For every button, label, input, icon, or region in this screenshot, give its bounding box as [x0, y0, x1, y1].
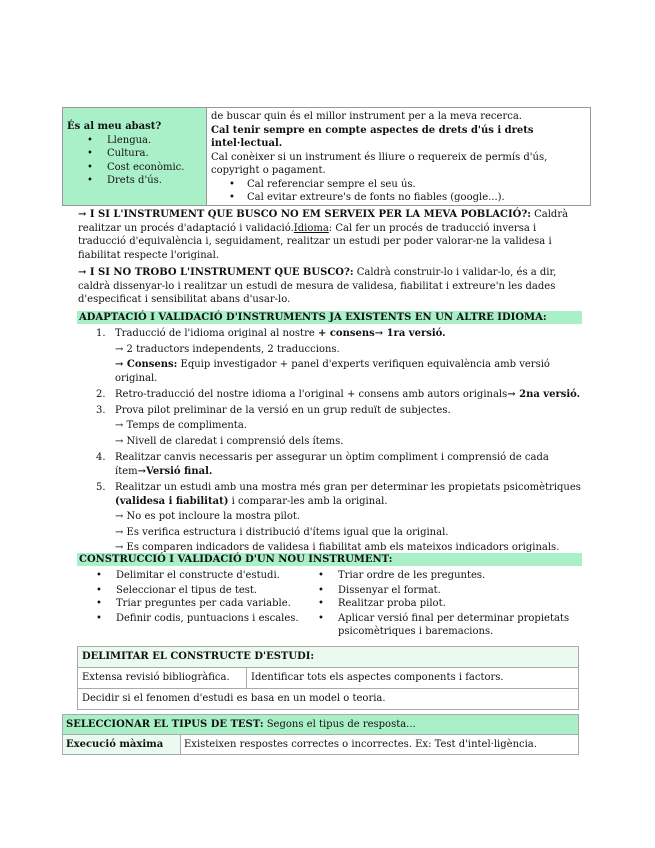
paragraph-heading: → I SI NO TROBO L'INSTRUMENT QUE BUSCO?:	[78, 267, 354, 278]
test-table-header-bold: SELECCIONAR EL TIPUS DE TEST:	[66, 718, 264, 730]
step-text: Realitzar un estudi amb una mostra més gran per determinar les propietats psicomètriques	[115, 482, 581, 493]
list-item: • Realitzar proba pilot.	[318, 597, 580, 611]
list-item	[96, 451, 586, 478]
step-sub-label: → Consens:	[115, 359, 178, 370]
list-item: • Llengua.	[107, 134, 202, 148]
paragraph-text: Caldrà construir-lo i validar-lo, és a dir, caldrà dissenyar-lo i realitzar un estudi de mesura de validesa, fiabilitat i extreure'n les dades d'especificat i sensibilitat abans d'usar-lo.	[78, 267, 557, 305]
list-item: • Seleccionar el tipus de test.	[96, 584, 311, 598]
step-number: 4.	[96, 452, 106, 463]
table-cell: Extensa revisió bibliogràfica.	[78, 668, 247, 689]
step-number: 5.	[96, 482, 106, 493]
text-line: Cal conèixer si un instrument és lliure o requereix de permís d'ús,	[211, 151, 548, 163]
construction-list-right	[318, 569, 580, 639]
test-row-text: Existeixen respostes correctes o incorrectes. Ex: Test d'intel·ligència.	[181, 735, 579, 755]
list-item: • Drets d'ús.	[107, 174, 202, 188]
access-title: És al meu abast?	[67, 121, 162, 132]
list-item: • Definir codis, puntuacions i escales.	[96, 612, 311, 626]
step-result: → 2na versió.	[507, 389, 581, 400]
delimit-table-header: DELIMITAR EL CONSTRUCTE D'ESTUDI:	[78, 647, 579, 668]
list-item: • Cal evitar extreure's de fonts no fiables (google...).	[247, 191, 586, 205]
access-answer-cell	[207, 108, 591, 206]
step-number: 2.	[96, 389, 106, 400]
adaptation-paragraph	[78, 208, 583, 262]
access-question-cell	[63, 108, 207, 206]
paragraph-heading: → I SI L'INSTRUMENT QUE BUSCO NO EM SERVEIX PER LA MEVA POBLACIÓ?:	[78, 209, 531, 220]
step-result: →Versió final.	[137, 465, 213, 477]
list-item: • Delimitar el constructe d'estudi.	[96, 569, 311, 583]
list-item	[96, 327, 586, 385]
step-number: 3.	[96, 404, 106, 416]
step-sub-text: Equip investigador + panel d'experts verifiquen equivalència amb versió original.	[115, 359, 550, 384]
text-line: copyright o pagament.	[211, 165, 326, 176]
step-number: 1.	[96, 328, 106, 339]
step-sub: → 2 traductors independents, 2 traduccions.	[115, 343, 340, 355]
test-table-header	[63, 715, 579, 735]
step-sub: → No es pot incloure la mostra pilot.	[115, 511, 301, 522]
list-item: • Triar ordre de les preguntes.	[318, 569, 580, 583]
access-table	[62, 107, 591, 206]
step-bold-text: (validesa i fiabilitat)	[115, 495, 229, 507]
step-sub: → Temps de complimenta.	[115, 420, 247, 431]
text-line: de buscar quin és el millor instrument per a la meva recerca.	[211, 111, 522, 122]
step-sub: → Es comparen indicadors de validesa i fiabilitat amb els mateixos indicadors originals.	[115, 542, 560, 553]
list-item: • Aplicar versió final per determinar propietats psicomètriques i baremacions.	[318, 612, 580, 639]
step-text: Prova pilot preliminar de la versió en un grup reduït de subjectes.	[115, 404, 451, 416]
list-item: • Dissenyar el format.	[318, 584, 580, 598]
list-item	[96, 404, 586, 449]
table-cell: Decidir si el fenomen d'estudi es basa en un model o teoria.	[78, 689, 579, 710]
test-row-label: Execució màxima	[63, 735, 181, 755]
adaptation-steps	[96, 327, 586, 555]
test-table-header-text: Segons el tipus de resposta...	[263, 718, 416, 730]
paragraph-text: : Cal fer un procés de traducció inversa i traducció d'equivalència i, seguidament, realitzar un estudi per poder valorar-ne la validesa i fiabilitat respecte l'original.	[78, 222, 552, 261]
construction-list-left	[96, 569, 311, 625]
step-result: + consens→ 1ra versió.	[317, 328, 446, 339]
table-cell: Identificar tots els aspectes components i factors.	[247, 668, 579, 689]
list-item	[96, 388, 586, 402]
step-text: Retro-traducció del nostre idioma a l'original + consens amb autors originals	[115, 389, 508, 400]
section-heading-adaptation: ADAPTACIÓ I VALIDACIÓ D'INSTRUMENTS JA EXISTENTS EN UN ALTRE IDIOMA:	[77, 311, 582, 324]
paragraph-text: Caldrà realitzar un procés d'adaptació i validació.	[78, 209, 569, 234]
step-text: i comparar-les amb la original.	[228, 495, 388, 507]
list-item: • Cost econòmic.	[107, 161, 202, 175]
section-heading-construction: CONSTRUCCIÓ I VALIDACIÓ D'UN NOU INSTRUMENT:	[77, 553, 582, 566]
list-item	[96, 481, 586, 555]
rights-list	[211, 178, 586, 205]
step-text: Traducció de l'idioma original al nostre	[115, 328, 318, 339]
underlined-term: Idioma	[293, 222, 329, 234]
text-line: Cal tenir sempre en compte aspectes de drets d'ús i drets intel·lectual.	[211, 124, 534, 149]
list-item: • Triar preguntes per cada variable.	[96, 597, 311, 611]
construction-paragraph	[78, 266, 583, 307]
delimit-construct-table	[77, 646, 579, 710]
step-sub: → Es verifica estructura i distribució d'ítems igual que la original.	[115, 526, 449, 538]
test-type-table	[62, 714, 579, 755]
list-item: • Cal referenciar sempre el seu ús.	[247, 178, 586, 192]
step-sub: → Nivell de claredat i comprensió dels ítems.	[115, 435, 344, 447]
step-sub	[115, 358, 586, 385]
step-text: Realitzar canvis necessaris per assegurar un òptim compliment i comprensió de cada ítem	[115, 452, 549, 477]
access-list	[67, 134, 202, 188]
list-item: • Cultura.	[107, 147, 202, 161]
